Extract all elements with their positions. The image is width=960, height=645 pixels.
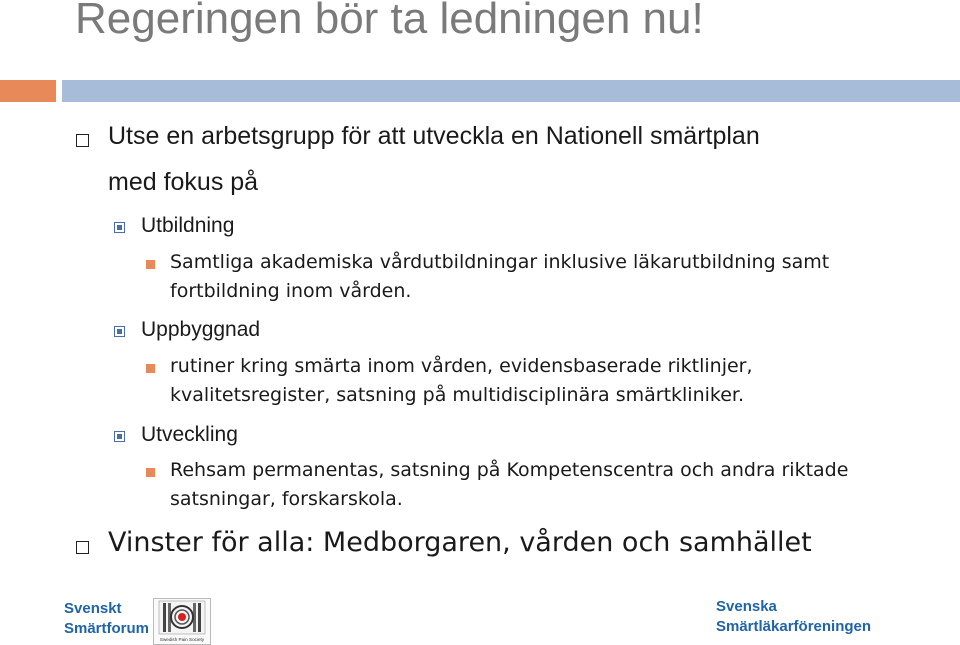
square-bullet-icon <box>146 468 155 477</box>
checkbox-bullet-icon <box>76 541 89 554</box>
slide-title: Regeringen bör ta ledningen nu! <box>75 0 704 43</box>
footer-left-line1: Svenskt <box>64 600 122 617</box>
sub3-line2: satsningar, forskarskola. <box>170 488 403 510</box>
sub2-line1: rutiner kring smärta inom vården, evidensbaserade riktlinjer, <box>170 355 753 377</box>
bullet2-text: Vinster för alla: Medborgaren, vården och samhället <box>108 527 812 558</box>
logo-caption: Swedish Pain Society <box>159 637 205 642</box>
sub1-line1: Samtliga akademiska vårdutbildningar inklusive läkarutbildning samt <box>170 251 830 273</box>
sub-bullet-icon <box>114 326 125 337</box>
square-bullet-icon <box>146 260 155 269</box>
bullet1-line1: Utse en arbetsgrupp för att utveckla en Nationell smärtplan <box>108 122 760 150</box>
footer-left-line2: Smärtforum <box>64 620 150 637</box>
sub2-line2: kvalitetsregister, satsning på multidisciplinära smärtkliniker. <box>170 384 745 406</box>
accent-bar-blue <box>62 80 960 102</box>
sub1-label: Utbildning <box>141 214 235 237</box>
sub-bullet-icon <box>114 431 125 442</box>
checkbox-bullet-icon <box>76 134 89 147</box>
bullet1-line2: med fokus på <box>108 168 259 196</box>
accent-bar-orange <box>0 80 56 102</box>
sub3-label: Utveckling <box>141 423 238 446</box>
sub-bullet-icon <box>114 222 125 233</box>
society-logo <box>153 598 211 645</box>
footer-right-line1: Svenska <box>716 598 777 615</box>
footer-right-line2: Smärtläkarföreningen <box>716 618 872 635</box>
footer-left-org <box>64 599 149 639</box>
sub1-line2: fortbildning inom vården. <box>170 280 412 302</box>
sub3-line1: Rehsam permanentas, satsning på Kompetenscentra och andra riktade <box>170 459 849 481</box>
sub2-label: Uppbyggnad <box>141 318 261 341</box>
footer-right-org <box>716 597 871 637</box>
square-bullet-icon <box>146 364 155 373</box>
